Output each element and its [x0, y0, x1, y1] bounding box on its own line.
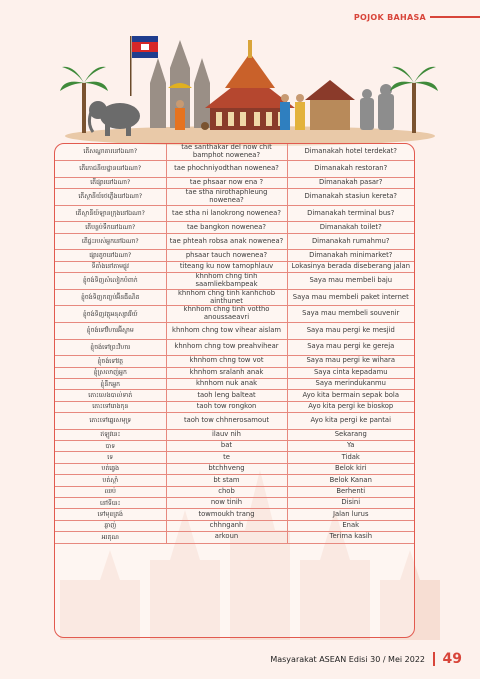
khmer-phrase: ខ្ញុំចង់ទិញសំលៀកបំពាក់ — [55, 273, 166, 290]
phrase-row — [55, 289, 414, 306]
phrase-row — [55, 339, 414, 356]
indonesian-translation: Dimanakah restoran? — [287, 161, 414, 178]
romanization: chob — [166, 486, 287, 497]
romanization: arkoun — [166, 532, 287, 543]
section-label: POJOK BAHASA — [353, 12, 426, 22]
indonesian-translation: Tidak — [287, 452, 414, 463]
phrase-row — [55, 189, 414, 206]
khmer-phrase: បត់ស្តាំ — [55, 475, 166, 486]
indonesian-translation: Belok kiri — [287, 463, 414, 474]
indonesian-translation: Dimanakah rumahmu? — [287, 233, 414, 250]
phrase-table — [55, 144, 414, 544]
indonesian-translation: Sekarang — [287, 429, 414, 440]
page-footer — [270, 651, 462, 667]
indonesian-translation: Saya merindukanmu — [287, 378, 414, 389]
indonesian-translation: Dimanakah toilet? — [287, 222, 414, 233]
phrase-row — [55, 486, 414, 497]
khmer-phrase: ខ្ញុំស្រលាញ់អ្នក — [55, 367, 166, 378]
khmer-phrase: នៅទីនេះ — [55, 498, 166, 509]
romanization: khnhom chng tinh saamliekbampeak — [166, 273, 287, 290]
romanization: khnhom chng tow vot — [166, 356, 287, 367]
khmer-phrase: តើបន្ទប់ទឹកនៅឯណា? — [55, 222, 166, 233]
phrase-row — [55, 233, 414, 250]
khmer-phrase: ឆ្ងាញ់ — [55, 520, 166, 531]
indonesian-translation: Saya mau pergi ke gereja — [287, 339, 414, 356]
indonesian-translation: Ayo kita bermain sepak bola — [287, 390, 414, 401]
romanization: khnhom chng tinh vottho anoussaeavri — [166, 306, 287, 323]
phrase-row — [55, 509, 414, 520]
cambodia-illustration — [60, 28, 440, 148]
khmer-phrase: ទៅមុខត្រង់ — [55, 509, 166, 520]
khmer-phrase: តើភោជនីយដ្ឋាននៅឯណា? — [55, 161, 166, 178]
phrase-row — [55, 475, 414, 486]
khmer-phrase: ឥឡូវនេះ — [55, 429, 166, 440]
romanization: phsaar tauch nowenea? — [166, 250, 287, 261]
indonesian-translation: Disini — [287, 498, 414, 509]
phrase-row — [55, 441, 414, 452]
page-number: 49 — [442, 651, 462, 667]
khmer-phrase: តើផ្សារនៅឯណា? — [55, 177, 166, 188]
phrase-row — [55, 498, 414, 509]
footer-divider — [433, 652, 435, 666]
phrase-row — [55, 452, 414, 463]
khmer-phrase: តើស្ថានីយ៍រថភ្លើងនៅឯណា? — [55, 189, 166, 206]
phrase-row — [55, 205, 414, 222]
khmer-phrase: ខ្ញុំចង់ទៅវិហារអ៊ីស្លាម — [55, 322, 166, 339]
phrase-row — [55, 356, 414, 367]
phrase-row — [55, 413, 414, 430]
indonesian-translation: Dimanakah pasar? — [287, 177, 414, 188]
romanization: ilauv nih — [166, 429, 287, 440]
khmer-phrase: ផ្សារតូចនៅឯណា? — [55, 250, 166, 261]
khmer-phrase: ខ្ញុំចង់ទៅវត្ត — [55, 356, 166, 367]
khmer-phrase: អរគុណ — [55, 532, 166, 543]
khmer-phrase: តោះទៅឆ្នេរសមុទ្រ — [55, 413, 166, 430]
phrase-row — [55, 144, 414, 161]
romanization: te — [166, 452, 287, 463]
romanization: taoh tow chhnerosamout — [166, 413, 287, 430]
indonesian-translation: Jalan lurus — [287, 509, 414, 520]
romanization: khnhom sralanh anak — [166, 367, 287, 378]
phrase-row — [55, 261, 414, 272]
indonesian-translation: Dimanakah stasiun kereta? — [287, 189, 414, 206]
indonesian-translation: Dimanakah hotel terdekat? — [287, 144, 414, 161]
romanization: titeang ku now tamophlauv — [166, 261, 287, 272]
phrase-row — [55, 161, 414, 178]
phrase-row — [55, 322, 414, 339]
phrase-row — [55, 222, 414, 233]
phrase-row — [55, 250, 414, 261]
khmer-phrase: តើផ្ទះរបស់អ្នកនៅឯណា? — [55, 233, 166, 250]
indonesian-translation: Ya — [287, 441, 414, 452]
indonesian-translation: Ayo kita pergi ke pantai — [287, 413, 414, 430]
romanization: now tinih — [166, 498, 287, 509]
indonesian-translation: Enak — [287, 520, 414, 531]
phrase-row — [55, 429, 414, 440]
indonesian-translation: Saya mau pergi ke wihara — [287, 356, 414, 367]
romanization: tae phsaar now ena ? — [166, 177, 287, 188]
romanization: tae santhakar del now chit bamphot nowenea? — [166, 144, 287, 161]
phrase-row — [55, 520, 414, 531]
romanization: khnhom nuk anak — [166, 378, 287, 389]
romanization: khnhom chng tow vihear aislam — [166, 322, 287, 339]
romanization: chhnganh — [166, 520, 287, 531]
khmer-phrase: ខ្ញុំចង់ទិញវត្ថុអនុស្សាវរីយ៍ — [55, 306, 166, 323]
indonesian-translation: Saya mau membeli baju — [287, 273, 414, 290]
khmer-phrase: ខ្ញុំចង់ទៅព្រះវិហារ — [55, 339, 166, 356]
romanization: taoh leng balteat — [166, 390, 287, 401]
phrase-row — [55, 177, 414, 188]
khmer-phrase: តើសណ្ឋាគារនៅឯណា? — [55, 144, 166, 161]
indonesian-translation: Saya mau membeli souvenir — [287, 306, 414, 323]
indonesian-translation: Saya mau pergi ke mesjid — [287, 322, 414, 339]
phrase-row — [55, 463, 414, 474]
section-tag — [354, 10, 480, 24]
khmer-phrase: ទីតាំងនៅតាមផ្លូវ — [55, 261, 166, 272]
romanization: towmoukh trang — [166, 509, 287, 520]
indonesian-translation: Saya cinta kepadamu — [287, 367, 414, 378]
phrase-row — [55, 367, 414, 378]
romanization: khnhom chng tow preahvihear — [166, 339, 287, 356]
indonesian-translation: Berhenti — [287, 486, 414, 497]
phrase-table-frame — [54, 143, 415, 638]
khmer-phrase: តោះលេងបាល់ទាត់ — [55, 390, 166, 401]
phrase-row — [55, 378, 414, 389]
romanization: bat — [166, 441, 287, 452]
romanization: bt stam — [166, 475, 287, 486]
khmer-phrase: បាទ — [55, 441, 166, 452]
romanization: btchhveng — [166, 463, 287, 474]
khmer-phrase: តោះទៅរោងកុន — [55, 401, 166, 412]
indonesian-translation: Saya mau membeli paket internet — [287, 289, 414, 306]
phrase-row — [55, 401, 414, 412]
indonesian-translation: Dimanakah minimarket? — [287, 250, 414, 261]
khmer-phrase: តើស្ថានីយ៍ឡានក្រុងនៅឯណា? — [55, 205, 166, 222]
romanization: taoh tow rongkon — [166, 401, 287, 412]
phrase-row — [55, 306, 414, 323]
khmer-phrase: ខ្ញុំចង់ទិញកញ្ចប់អ៊ីនធឺណិត — [55, 289, 166, 306]
khmer-phrase: ទេ — [55, 452, 166, 463]
khmer-phrase: ខ្ញុំនឹកអ្នក — [55, 378, 166, 389]
romanization: khnhom chng tinh kanhchob ainthunet — [166, 289, 287, 306]
phrase-row — [55, 273, 414, 290]
romanization: tae bangkon nowenea? — [166, 222, 287, 233]
khmer-phrase: ឈប់ — [55, 486, 166, 497]
indonesian-translation: Belok Kanan — [287, 475, 414, 486]
publication-info: Masyarakat ASEAN Edisi 30 / Mei 2022 — [270, 654, 426, 664]
indonesian-translation: Ayo kita pergi ke bioskop — [287, 401, 414, 412]
phrase-row — [55, 390, 414, 401]
romanization: tae phochniyodthan nowenea? — [166, 161, 287, 178]
indonesian-translation: Dimanakah terminal bus? — [287, 205, 414, 222]
romanization: tae phteah robsa anak nowenea? — [166, 233, 287, 250]
romanization: tae stha ni lanokrong nowenea? — [166, 205, 287, 222]
khmer-phrase: បត់ឆ្វេង — [55, 463, 166, 474]
indonesian-translation: Terima kasih — [287, 532, 414, 543]
section-rule — [430, 16, 480, 18]
indonesian-translation: Lokasinya berada diseberang jalan — [287, 261, 414, 272]
phrase-row — [55, 532, 414, 543]
romanization: tae stha nirothaphleung nowenea? — [166, 189, 287, 206]
